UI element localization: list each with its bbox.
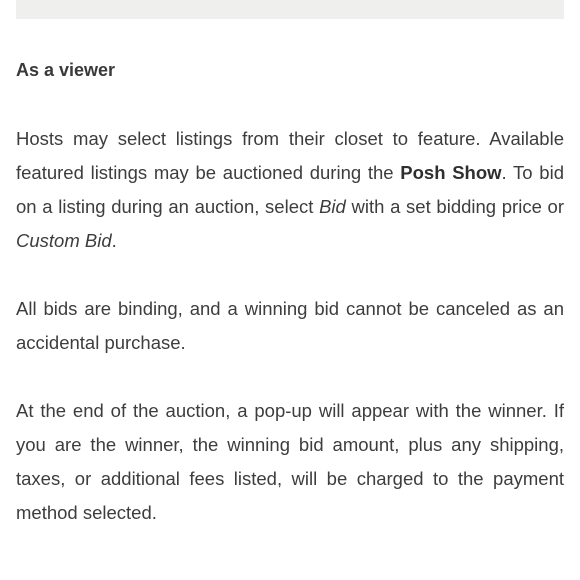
paragraph-text: . [111, 230, 117, 251]
paragraph-text: Hosts may select listings from their closet to feature. Available featured listings may be auctioned during the [16, 128, 564, 183]
paragraph-text: . To bid on a listing during an auction, select [16, 162, 564, 217]
paragraph-auction-intro [16, 122, 564, 258]
top-divider-bar [16, 0, 564, 19]
paragraph-auction-end: At the end of the auction, a pop-up will appear with the winner. If you are the winner, the winning bid amount, plus any shipping, taxes, or additional fees listed, will be charged to the payment method selected. [16, 400, 564, 523]
bid-term: Bid [319, 196, 346, 217]
paragraph-binding-bids: All bids are binding, and a winning bid cannot be canceled as an accidental purchase. [16, 298, 564, 353]
paragraph-text: with a set bidding price or [345, 196, 564, 217]
posh-show-term: Posh Show [400, 162, 502, 183]
article-content [16, 55, 564, 530]
custom-bid-term: Custom Bid [16, 230, 112, 251]
section-heading: As a viewer [16, 60, 116, 80]
